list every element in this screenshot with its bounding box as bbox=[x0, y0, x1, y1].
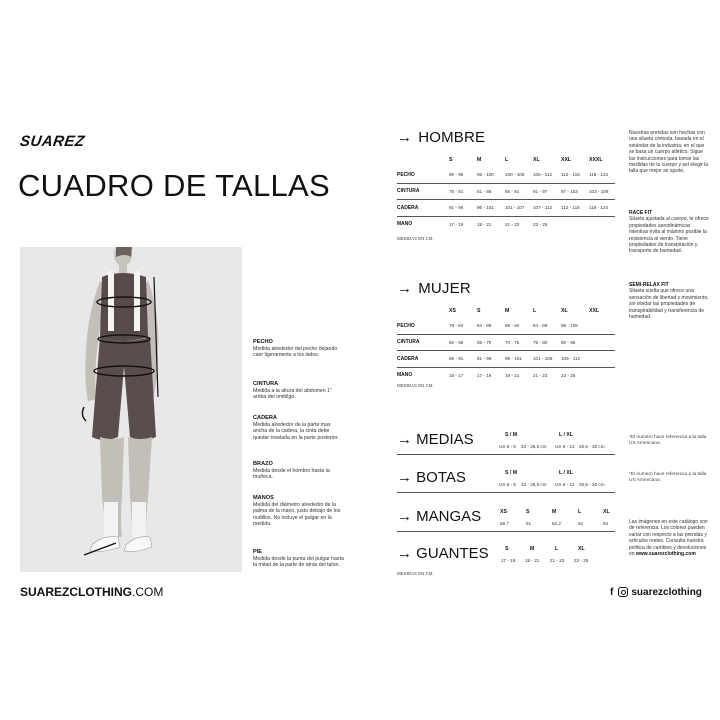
arrow-right-icon: → bbox=[397, 469, 417, 486]
semi-relax-fit bbox=[629, 282, 709, 320]
hombre-note: MEDIDAS EN CM. bbox=[397, 236, 434, 241]
table-cell bbox=[589, 318, 615, 334]
table-cell: 23 - 26,5 cm bbox=[521, 482, 547, 487]
size-header: XL bbox=[561, 308, 568, 314]
size-header: S / M bbox=[505, 432, 518, 438]
table-cell: 91 - 96 bbox=[449, 200, 477, 217]
medias-title: MEDIAS bbox=[416, 431, 474, 448]
measure-brazo bbox=[253, 461, 345, 481]
table-cell bbox=[589, 334, 615, 351]
table-cell: 99 - 105 bbox=[561, 318, 589, 334]
table-cell: 19 - 21 bbox=[525, 558, 540, 563]
medias-section bbox=[397, 428, 615, 456]
table-cell: 23 - 25 bbox=[574, 558, 589, 563]
measure-desc: Medida alrededor de la parte mas ancha de la cadera, la cinta debe quedar nivelada en la parte posterior. bbox=[253, 421, 339, 441]
guantes-heading bbox=[397, 545, 489, 562]
size-header: XL bbox=[603, 509, 610, 515]
table-row bbox=[397, 200, 615, 217]
table-cell: 118 - 124 bbox=[589, 200, 615, 217]
botas-heading bbox=[397, 469, 466, 486]
table-cell: 118 - 124 bbox=[589, 167, 615, 183]
table-cell: 94 - 99 bbox=[533, 318, 561, 334]
arrow-right-icon: → bbox=[397, 129, 413, 146]
table-cell: 62 bbox=[578, 521, 584, 526]
table-row bbox=[397, 351, 615, 368]
size-header: XS bbox=[449, 308, 456, 314]
table-cell: 85 - 91 bbox=[449, 351, 477, 368]
size-header: S / M bbox=[505, 470, 518, 476]
table-cell: 23 - 25 bbox=[533, 221, 548, 227]
measure-desc: Medida del diámetro alrededor de la palma de la mano, justo debajo de los nudillos. No incluye el pulgar en la medida. bbox=[253, 501, 341, 528]
model-photo bbox=[20, 247, 242, 572]
table-cell: 96 - 101 bbox=[505, 351, 533, 368]
size-header: L / XL bbox=[559, 470, 574, 476]
table-cell: 89 - 94 bbox=[505, 318, 533, 334]
table-row bbox=[397, 334, 615, 351]
website-bold: SUAREZCLOTHING bbox=[20, 585, 132, 599]
mangas-section bbox=[397, 505, 615, 533]
hombre-table bbox=[397, 153, 615, 232]
botas-section bbox=[397, 466, 615, 494]
table-cell: US 6 - 9 bbox=[499, 444, 516, 449]
size-header: S bbox=[526, 509, 530, 515]
table-cell: 80 - 85 bbox=[561, 334, 589, 351]
table-cell: 91 - 97 bbox=[533, 183, 561, 200]
table-cell: 101 - 106 bbox=[533, 351, 561, 368]
hombre-heading bbox=[397, 129, 485, 146]
table-cell bbox=[589, 351, 615, 368]
row-label: PECHO bbox=[397, 318, 449, 334]
table-cell: 26,5 - 30 cm bbox=[579, 482, 605, 487]
arrow-right-icon: → bbox=[397, 508, 417, 525]
table-cell: 15 - 17 bbox=[449, 372, 464, 378]
table-cell: 95 - 100 bbox=[477, 167, 505, 183]
size-header: XXXL bbox=[589, 157, 603, 163]
table-cell: 75 - 81 bbox=[449, 183, 477, 200]
measure-title: CADERA bbox=[253, 415, 277, 421]
table-row bbox=[397, 183, 615, 200]
table-cell: 75 - 80 bbox=[533, 334, 561, 351]
size-header: S bbox=[477, 308, 481, 314]
table-cell: 17 - 19 bbox=[477, 372, 492, 378]
measure-desc: Medida desde la punta del pulgar hasta la mitad de la parte de atrás del talon. bbox=[253, 555, 344, 569]
table-cell: 17 - 19 bbox=[501, 558, 516, 563]
table-row bbox=[397, 367, 615, 383]
table-cell: US 6 - 9 bbox=[499, 482, 516, 487]
size-header: M bbox=[530, 546, 535, 552]
measure-title: BRAZO bbox=[253, 461, 273, 467]
measure-title: PIE bbox=[253, 549, 263, 555]
mangas-heading bbox=[397, 508, 481, 525]
table-cell: 86 - 91 bbox=[505, 183, 533, 200]
arrow-right-icon: → bbox=[397, 431, 417, 448]
table-cell: 23 - 26,5 cm bbox=[521, 444, 547, 449]
mujer-note: MEDIDAS EN CM. bbox=[397, 383, 434, 388]
size-header: M bbox=[505, 308, 510, 314]
size-header: L bbox=[533, 308, 537, 314]
table-cell: 100 - 106 bbox=[505, 167, 533, 183]
table-cell: 91 - 96 bbox=[477, 351, 505, 368]
table-row bbox=[397, 216, 615, 232]
table-cell: 112 - 118 bbox=[561, 200, 589, 217]
size-header: L bbox=[578, 509, 582, 515]
medias-note: *El numero hace referencia a la talla US Americana. bbox=[629, 435, 707, 446]
table-cell: 97 - 103 bbox=[561, 183, 589, 200]
social-handle[interactable]: suarezclothing bbox=[631, 587, 702, 598]
table-cell: 96 - 101 bbox=[477, 200, 505, 217]
botas-note: *El numero hace referencia a la talla US Americana. bbox=[629, 472, 707, 483]
measure-pie bbox=[253, 549, 345, 569]
table-cell: 61 bbox=[526, 521, 532, 526]
social-links bbox=[610, 587, 702, 598]
measure-cintura bbox=[253, 381, 345, 401]
size-header: L bbox=[555, 546, 559, 552]
facebook-icon[interactable]: f bbox=[610, 587, 614, 598]
instagram-icon[interactable] bbox=[618, 587, 628, 597]
size-header: S bbox=[505, 546, 509, 552]
table-cell: 70 - 75 bbox=[505, 334, 533, 351]
measure-title: PECHO bbox=[253, 339, 273, 345]
disclaimer-text: Las imágenes en este catálogo son de referencia. Los colores pueden variar con respecto a las prendas y artículos reales. Consulta nuestra política de cambios y devoluciones en bbox=[629, 519, 708, 558]
size-header: XL bbox=[578, 546, 585, 552]
table-row bbox=[397, 318, 615, 334]
row-label: PECHO bbox=[397, 167, 449, 183]
table-cell: 112 - 118 bbox=[561, 167, 589, 183]
size-header: XXL bbox=[589, 308, 600, 314]
table-cell: 21 - 23 bbox=[533, 372, 548, 378]
guantes-section bbox=[397, 542, 615, 570]
size-header: XL bbox=[533, 157, 540, 163]
race-fit-title: RACE FIT bbox=[629, 210, 653, 216]
table-cell: 103 - 109 bbox=[589, 183, 615, 200]
size-header: XXL bbox=[561, 157, 572, 163]
table-cell: 90 - 95 bbox=[449, 167, 477, 183]
table-cell: 21 - 23 bbox=[550, 558, 565, 563]
measure-cadera bbox=[253, 415, 345, 441]
divider bbox=[397, 454, 615, 455]
medias-heading bbox=[397, 431, 474, 448]
table-row bbox=[397, 167, 615, 183]
divider bbox=[397, 531, 615, 532]
measure-desc: Medida alrededor del pecho dejando caer ligeramente a los lados. bbox=[253, 345, 338, 359]
guantes-title: GUANTES bbox=[416, 545, 489, 562]
table-cell bbox=[561, 216, 589, 232]
table-cell: 60 - 65 bbox=[449, 334, 477, 351]
table-cell: 19 - 21 bbox=[477, 221, 492, 227]
semi-relax-desc: Silueta suelta que ofrece una sensación de libertad y movimiento, sin olvidar las propiedades de transpirabilidad y transferencia de humedad. bbox=[629, 288, 709, 321]
row-label: CADERA bbox=[397, 351, 449, 368]
table-cell: 17 - 19 bbox=[449, 221, 464, 227]
row-label: CINTURA bbox=[397, 183, 449, 200]
measure-manos bbox=[253, 495, 345, 528]
race-fit bbox=[629, 210, 709, 255]
table-cell: 84 - 89 bbox=[477, 318, 505, 334]
table-cell: US 9 - 13 bbox=[555, 482, 575, 487]
arrow-right-icon: → bbox=[397, 280, 413, 297]
table-cell: 64 bbox=[603, 521, 609, 526]
semi-relax-title: SEMI-RELAX FIT bbox=[629, 282, 669, 288]
table-cell: 106 - 112 bbox=[561, 351, 589, 368]
table-cell: 79 - 84 bbox=[449, 318, 477, 334]
mujer-table bbox=[397, 304, 615, 383]
measure-title: MANOS bbox=[253, 495, 274, 501]
hombre-title: HOMBRE bbox=[418, 129, 486, 146]
measure-desc: Medida desde el hombro hasta la muñeca. bbox=[253, 467, 330, 481]
measure-pecho bbox=[253, 339, 345, 359]
table-cell: 23 - 25 bbox=[561, 372, 576, 378]
size-header: S bbox=[449, 157, 453, 163]
side-intro: Nuestras prendas son hechas con una silueta cómoda, basada en el estándar de la industria, en el que se basa un cuerpo atlético. Sigue las instrucciones para tomar las medidas de tu cuerpo y así elegir la talla que mejor se ajuste. bbox=[629, 130, 708, 175]
disclaimer bbox=[629, 519, 709, 557]
row-label: MANO bbox=[397, 372, 413, 379]
table-cell: 21 - 23 bbox=[505, 221, 520, 227]
table-cell: 107 - 112 bbox=[533, 200, 561, 217]
brand-logo: SUAREZ bbox=[18, 133, 86, 150]
table-cell: 101 - 107 bbox=[505, 200, 533, 217]
website-rest: .COM bbox=[132, 585, 164, 599]
table-cell: 19 - 21 bbox=[505, 372, 520, 378]
row-label: CADERA bbox=[397, 200, 449, 217]
mangas-title: MANGAS bbox=[416, 508, 482, 525]
table-cell: US 9 - 13 bbox=[555, 444, 575, 449]
table-cell: 26,5 - 30 cm bbox=[579, 444, 605, 449]
size-header: M bbox=[477, 157, 482, 163]
table-cell: 81 - 86 bbox=[477, 183, 505, 200]
size-header: M bbox=[552, 509, 557, 515]
table-cell: 62,2 bbox=[552, 521, 561, 526]
table-cell: 65 - 70 bbox=[477, 334, 505, 351]
size-header: XS bbox=[500, 509, 507, 515]
table-cell: 106 - 112 bbox=[533, 167, 561, 183]
mujer-title: MUJER bbox=[418, 280, 471, 297]
guantes-note: MEDIDAS EN CM. bbox=[397, 571, 434, 576]
table-cell bbox=[589, 216, 615, 232]
disclaimer-link[interactable]: www.suarezclothing.com bbox=[635, 551, 696, 558]
size-header: L / XL bbox=[559, 432, 574, 438]
size-header: L bbox=[505, 157, 509, 163]
website-link[interactable] bbox=[20, 585, 163, 599]
page-title: CUADRO DE TALLAS bbox=[18, 168, 331, 203]
botas-title: BOTAS bbox=[416, 469, 466, 486]
divider bbox=[397, 492, 615, 493]
table-cell bbox=[589, 367, 615, 383]
arrow-right-icon: → bbox=[397, 545, 417, 562]
row-label: CINTURA bbox=[397, 334, 449, 351]
row-label: MANO bbox=[397, 221, 413, 228]
measure-desc: Medida a la altura del abdomen 1” arriba del ombligo. bbox=[253, 387, 332, 401]
measure-title: CINTURA bbox=[253, 381, 279, 387]
mujer-heading bbox=[397, 280, 471, 297]
race-fit-desc: Silueta ajustada al cuerpo, te ofrece propiedades aerodinámicas mientras evita al máximo posible la resistencia al viento. Tiene propiedades de transpiración y transporte de humedad. bbox=[629, 216, 709, 255]
table-cell: 59,7 bbox=[500, 521, 509, 526]
